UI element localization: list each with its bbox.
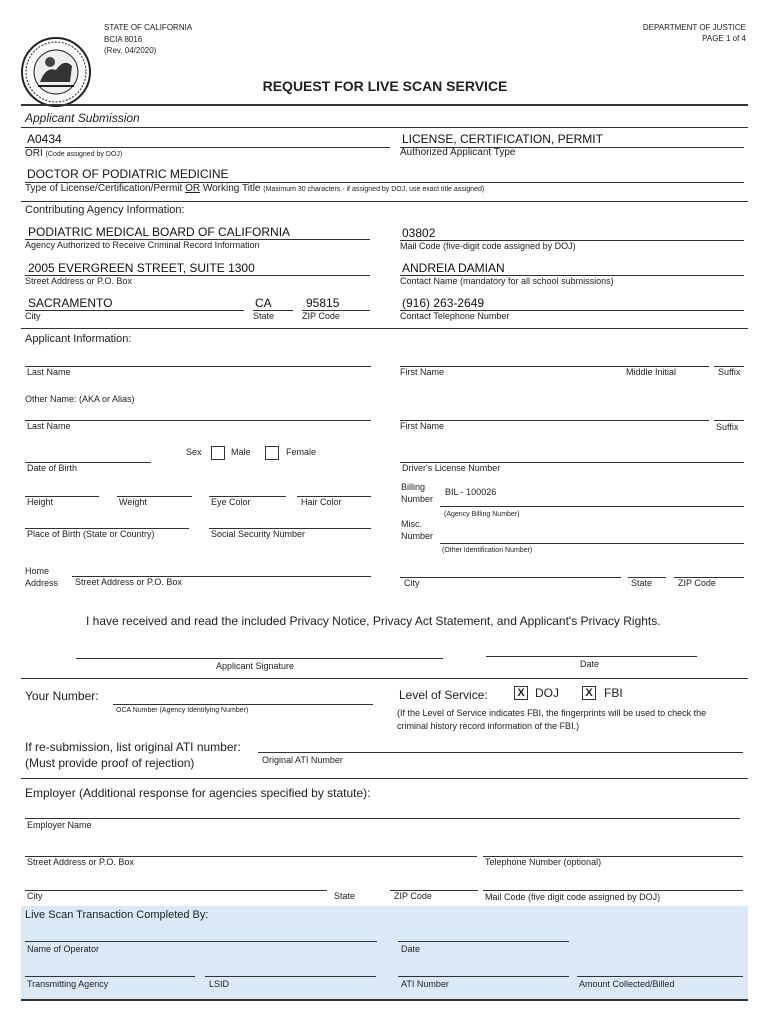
- department-name: DEPARTMENT OF JUSTICE: [642, 23, 746, 32]
- resubmission-label-1: If re-submission, list original ATI number:: [25, 740, 241, 754]
- doj-label: DOJ: [535, 686, 559, 700]
- misc-label-1: Misc.: [401, 519, 422, 529]
- state-name: STATE OF CALIFORNIA: [104, 23, 193, 32]
- suffix-label: Suffix: [718, 367, 741, 377]
- employer-phone-label: Telephone Number (optional): [485, 857, 602, 867]
- section-heading-live-scan: Live Scan Transaction Completed By:: [25, 909, 209, 921]
- eye-color-label: Eye Color: [211, 497, 251, 507]
- dob-label: Date of Birth: [27, 463, 78, 473]
- live-scan-date-label: Date: [401, 944, 421, 954]
- contact-phone-label: Contact Telephone Number: [400, 311, 510, 321]
- agency-state-label: State: [253, 311, 275, 321]
- employer-mail-code-label: Mail Code (five digit code assigned by DOJ): [485, 892, 661, 902]
- mail-code-label: Mail Code (five-digit code assigned by DOJ): [400, 241, 576, 251]
- page-number: PAGE 1 of 4: [702, 34, 746, 43]
- oca-note: OCA Number (Agency Identifying Number): [116, 707, 249, 714]
- contact-phone-field[interactable]: (916) 263-2649: [402, 296, 485, 310]
- weight-label: Weight: [119, 497, 147, 507]
- agency-name-label: Agency Authorized to Receive Criminal Record Information: [25, 240, 260, 250]
- employer-city-label: City: [27, 891, 43, 901]
- section-heading-employer: Employer (Additional response for agencies specified by statute):: [25, 786, 371, 800]
- level-of-service-label: Level of Service:: [399, 688, 488, 702]
- female-label: Female: [286, 447, 317, 457]
- home-state-label: State: [631, 578, 653, 588]
- agency-street-label: Street Address or P.O. Box: [25, 276, 132, 286]
- fbi-note-line-1: (If the Level of Service indicates FBI, the fingerprints will be used to check the: [397, 708, 707, 718]
- operator-name-label: Name of Operator: [27, 944, 100, 954]
- section-heading-applicant-submission: Applicant Submission: [25, 111, 140, 125]
- drivers-license-label: Driver's License Number: [402, 463, 501, 473]
- section-heading-applicant-info: Applicant Information:: [25, 333, 132, 345]
- license-title-field[interactable]: DOCTOR OF PODIATRIC MEDICINE: [27, 167, 229, 181]
- employer-state-label: State: [334, 891, 356, 901]
- mail-code-field[interactable]: 03802: [402, 226, 436, 240]
- form-number: BCIA 8016: [104, 35, 143, 44]
- ssn-label: Social Security Number: [211, 529, 306, 539]
- hair-color-label: Hair Color: [301, 497, 342, 507]
- other-name-label: Other Name: (AKA or Alias): [25, 394, 135, 404]
- female-checkbox[interactable]: [265, 446, 279, 460]
- applicant-type-label: Authorized Applicant Type: [400, 147, 516, 158]
- agency-street-field[interactable]: 2005 EVERGREEN STREET, SUITE 1300: [28, 261, 255, 275]
- ati-number-label: ATI Number: [401, 979, 449, 989]
- agency-zip-label: ZIP Code: [302, 311, 340, 321]
- fbi-note-line-2: criminal history record information of the FBI.): [397, 721, 580, 731]
- lsid-label: LSID: [209, 979, 230, 989]
- first-name-label: First Name: [400, 367, 445, 377]
- resubmission-label-2: (Must provide proof of rejection): [25, 756, 195, 770]
- sex-label: Sex: [186, 447, 202, 457]
- agency-state-field[interactable]: CA: [255, 296, 272, 310]
- billing-number-field[interactable]: BIL - 100026: [445, 487, 497, 497]
- section-heading-contributing-agency: Contributing Agency Information:: [25, 204, 185, 216]
- alias-last-name-label: Last Name: [27, 421, 71, 431]
- agency-name-field[interactable]: PODIATRIC MEDICAL BOARD OF CALIFORNIA: [28, 225, 291, 239]
- fbi-checkbox[interactable]: X: [582, 686, 596, 700]
- billing-label-2: Number: [401, 494, 434, 504]
- home-label-2: Address: [25, 578, 59, 588]
- middle-initial-label: Middle Initial: [626, 367, 677, 377]
- misc-label-2: Number: [401, 531, 434, 541]
- billing-label-1: Billing: [401, 482, 426, 492]
- agency-city-field[interactable]: SACRAMENTO: [28, 296, 113, 310]
- male-label: Male: [231, 447, 251, 457]
- alias-suffix-label: Suffix: [716, 422, 739, 432]
- ori-label: ORI (Code assigned by DOJ): [25, 148, 123, 159]
- place-of-birth-label: Place of Birth (State or Country): [27, 529, 155, 539]
- signature-date-label: Date: [580, 659, 600, 669]
- original-ati-label: Original ATI Number: [262, 755, 343, 765]
- transmitting-agency-label: Transmitting Agency: [27, 979, 109, 989]
- contact-name-field[interactable]: ANDREIA DAMIAN: [402, 261, 505, 275]
- alias-first-name-label: First Name: [400, 421, 445, 431]
- state-seal: [20, 36, 92, 108]
- your-number-label: Your Number:: [25, 689, 99, 703]
- misc-note: (Other Identification Number): [442, 547, 533, 554]
- form-revision: (Rev. 04/2020): [104, 46, 157, 55]
- license-title-label: Type of License/Certification/Permit OR Working Title (Maximum 30 characters - if assigned by DOJ, use exact title assigned): [25, 183, 485, 194]
- employer-street-label: Street Address or P.O. Box: [27, 857, 134, 867]
- privacy-statement: I have received and read the included Privacy Notice, Privacy Act Statement, and Applicant's Privacy Rights.: [86, 614, 661, 628]
- amount-label: Amount Collected/Billed: [579, 979, 675, 989]
- home-city-label: City: [404, 578, 420, 588]
- ori-field[interactable]: A0434: [27, 132, 62, 146]
- contact-name-label: Contact Name (mandatory for all school submissions): [400, 276, 614, 286]
- home-zip-label: ZIP Code: [678, 578, 716, 588]
- signature-label: Applicant Signature: [216, 661, 295, 671]
- male-checkbox[interactable]: [211, 446, 225, 460]
- page-title: REQUEST FOR LIVE SCAN SERVICE: [262, 78, 508, 94]
- height-label: Height: [27, 497, 54, 507]
- billing-note: (Agency Billing Number): [444, 511, 520, 518]
- agency-city-label: City: [25, 311, 41, 321]
- applicant-type-field[interactable]: LICENSE, CERTIFICATION, PERMIT: [402, 132, 603, 146]
- home-label-1: Home: [25, 566, 50, 576]
- agency-zip-field[interactable]: 95815: [306, 296, 340, 310]
- doj-checkbox[interactable]: X: [514, 686, 528, 700]
- employer-zip-label: ZIP Code: [394, 891, 432, 901]
- fbi-label: FBI: [604, 686, 623, 700]
- last-name-label: Last Name: [27, 367, 71, 377]
- employer-name-label: Employer Name: [27, 820, 92, 830]
- home-street-label: Street Address or P.O. Box: [75, 577, 182, 587]
